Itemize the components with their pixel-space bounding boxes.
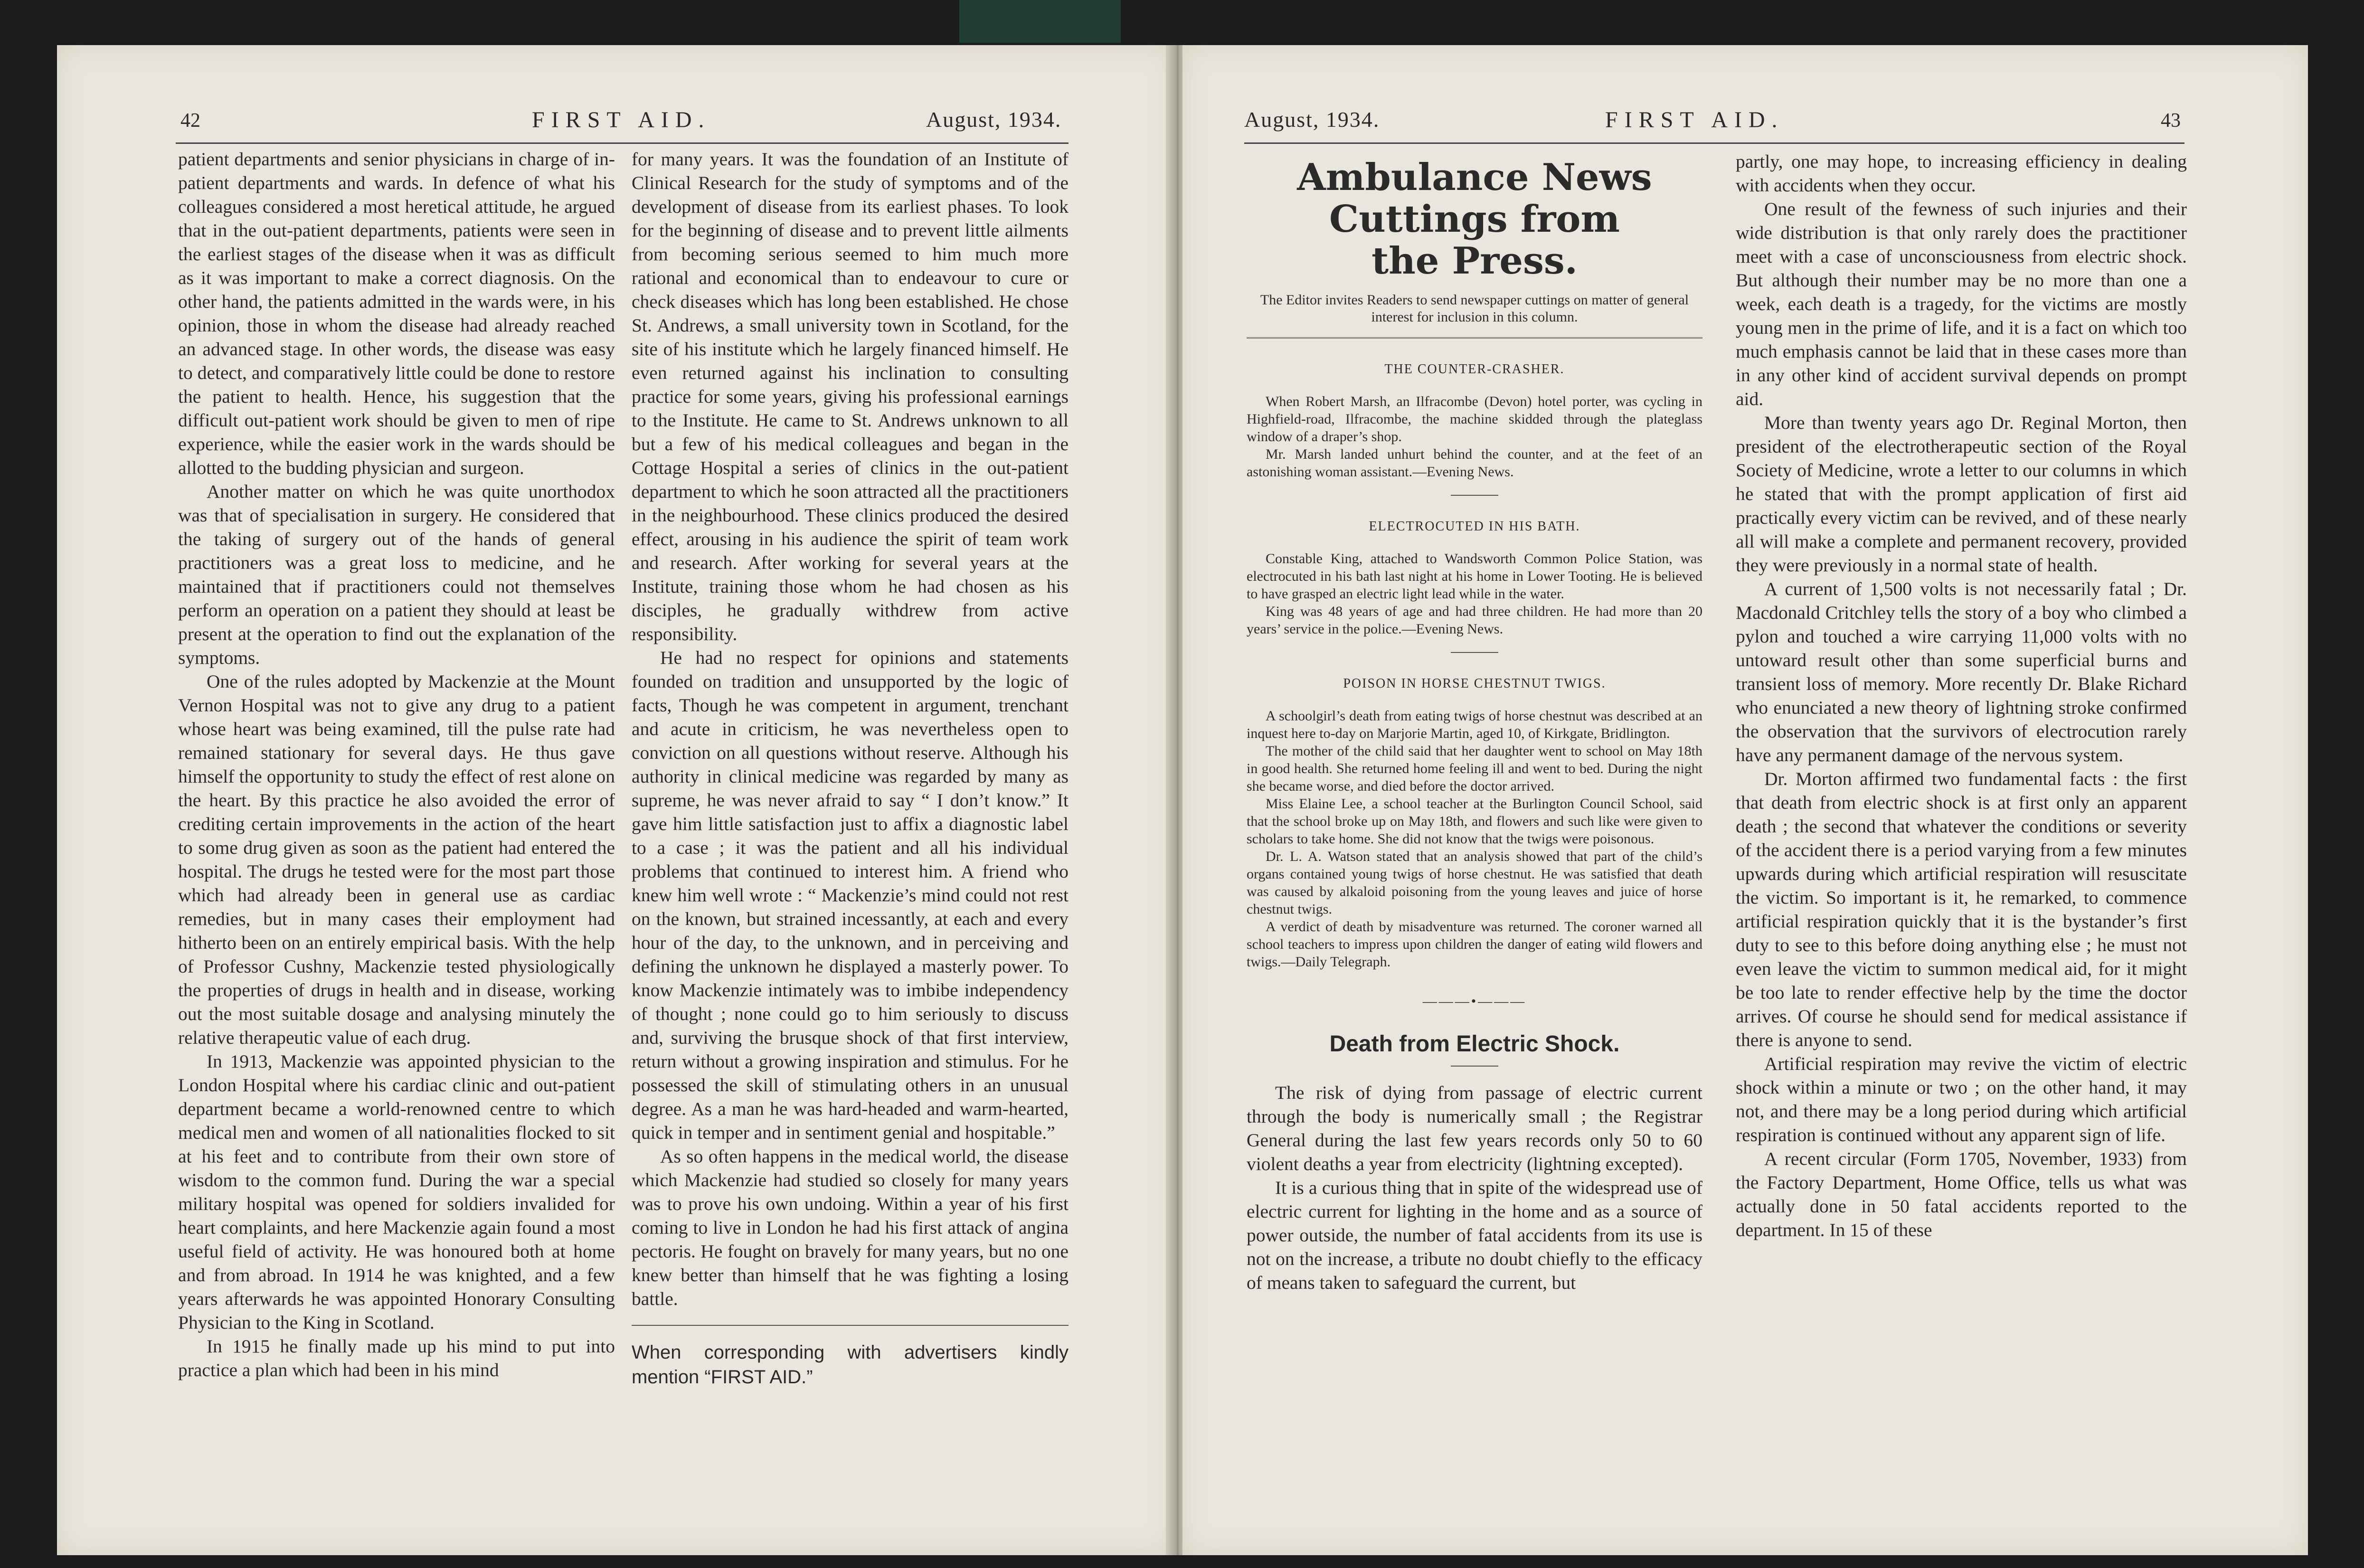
- paragraph: Dr. Morton affirmed two fundamental facts : the first that death from electric shock is at first only an apparent death ; the second that whatever the conditions or severity of the accident there is a period varying from a few minutes upwards during which artificial respiration will resuscitate the victim. So important is it, he remarked, to commence artificial respiration quickly that it is the bystander’s first duty to see to this before doing anything else ; he must not even leave the victim to summon medical aid, for it might be too late to render effective help by the time the doctor arrives. Of course he should send for medical assistance if there is anyone to send.: [1736, 768, 2187, 1050]
- separator: [1451, 495, 1498, 496]
- paragraph: As so often happens in the medical world, the disease which Mackenzie had studied so closely for many years was to prove his own undoing. Within a year of his first coming to live in London he had his first attack of angina pectoris. He fought on bravely for many years, but no one knew better than himself that he was fighting a losing battle.: [632, 1146, 1069, 1309]
- cutting-paragraph: Mr. Marsh landed unhurt behind the counter, and at the feet of an astonishing woman assistant.—Evening News.: [1247, 446, 1702, 480]
- paragraph: In 1915 he finally made up his mind to put into practice a plan which had been in his mind: [178, 1336, 615, 1380]
- paragraph: A recent circular (Form 1705, November, 1933) from the Factory Department, Home Office, tells us what was actually done in 50 fatal accidents reported to the department. In 15 of these: [1736, 1148, 2187, 1240]
- paragraph: A current of 1,500 volts is not necessarily fatal ; Dr. Macdonald Critchley tells the story of a boy who climbed a pylon and touched a wire carrying 11,000 volts with no untoward result other than some superficial burns and transient loss of memory. More recently Dr. Blake Richard who enunciated a new theory of lightning stroke confirmed the observation that the survivors of electrocution rarely have any permanent damage of the nervous system.: [1736, 578, 2187, 765]
- issue-date: August, 1934.: [926, 107, 1062, 132]
- cutting-paragraph: A schoolgirl’s death from eating twigs of horse chestnut was described at an inquest here to-day on Marjorie Martin, aged 10, of Kirkgate, Bridlington.: [1247, 708, 1702, 741]
- cutting-2: [1247, 515, 1702, 638]
- paragraph: Artificial respiration may revive the victim of electric shock within a minute or two ; on the other hand, it may not, and there may be a long period during which artificial respiration is continued without any apparent sign of life.: [1736, 1053, 2187, 1145]
- cutting-heading: THE COUNTER-CRASHER.: [1384, 362, 1565, 377]
- running-head: FIRST AID.: [532, 107, 711, 132]
- cutting-paragraph: Dr. L. A. Watson stated that an analysis showed that part of the child’s organs contained young twigs of horse chestnut. He was satisfied that death was caused by alkaloid poisoning from the young leaves and juice of horse chestnut twigs.: [1247, 849, 1702, 917]
- paragraph: partly, one may hope, to increasing efficiency in dealing with accidents when they occur.: [1736, 151, 2187, 196]
- cutting-paragraph: The mother of the child said that her daughter went to school on May 18th in good health. She returned home feeling ill and went to bed. During the night she became worse, and died before the doctor arrived.: [1247, 743, 1702, 794]
- article-title: Death from Electric Shock.: [1329, 1031, 1620, 1057]
- issue-date: August, 1934.: [1244, 107, 1380, 132]
- paragraph: It is a curious thing that in spite of the widespread use of electric current for lighting in the home and as a source of power outside, the number of fatal accidents from its use is not on the increase, a tribute no doubt chiefly to the efficacy of means taken to safeguard the current, but: [1247, 1177, 1702, 1293]
- running-head: FIRST AID.: [1605, 107, 1784, 132]
- cutting-paragraph: When Robert Marsh, an Ilfracombe (Devon) hotel porter, was cycling in Highfield-road, Ilfracombe, the machine skidded through the plateglass window of a draper’s shop.: [1247, 394, 1702, 444]
- editor-invitation: The Editor invites Readers to send newspaper cuttings on matter of general interest for inclusion in this column.: [1260, 292, 1689, 325]
- separator: [1451, 652, 1498, 653]
- cutting-paragraph: A verdict of death by misadventure was returned. The coroner warned all school teachers to impress upon children the danger of eating wild flowers and twigs.—Daily Telegraph.: [1247, 919, 1702, 970]
- column-left-1: [178, 147, 615, 1382]
- separator: [1451, 1066, 1498, 1067]
- column-right-1: [1247, 157, 1702, 1294]
- paragraph: He had no respect for opinions and statements founded on tradition and unsupported by the logic of facts, Though he was competent in argument, trenchant and acute in criticism, he was nevertheless open to conviction on all questions without reserve. Although his authority in clinical medicine was regarded by many as supreme, he was never afraid to say “ I don’t know.” It gave him little satisfaction just to affix a diagnostic label to a case ; it was the patient and all his individual problems that continued to interest him. A friend who knew him well wrote : “ Mackenzie’s mind could not rest on the known, but strained incessantly, at each and every hour of the day, to the unknown, and in perceiving and defining the unknown he displayed a masterly power. To know Mackenzie intimately was to imbibe independency of thought ; none could go to him seriously to discuss and, surviving the brusque shock of that first interview, return without a growing inspiration and stimulus. For he possessed the skill of stimulating others in an unusual degree. As a man he was hard-headed and warm-hearted, quick in temper and in sentiment genial and hospitable.”: [632, 647, 1069, 1143]
- cutting-heading: ELECTROCUTED IN HIS BATH.: [1369, 519, 1580, 534]
- right-page: [1182, 45, 2308, 1555]
- cutting-1: [1247, 358, 1702, 481]
- paragraph: patient departments and senior physicians in charge of in-patient departments and wards. In defence of what his colleagues considered a most heretical attitude, he argued that in the out-patient departments, patients were seen in the earliest stages of the disease when it was as difficult as it was important to make a correct diagnosis. On the other hand, the patients admitted in the wards were, in his opinion, those in whom the disease had already reached an advanced stage. In other words, the disease was easy to detect, and comparatively little could be done to restore the patient to health. Hence, his suggestion that the difficult out-patient work should be given to men of ripe experience, while the easier work in the wards should be allotted to the budding physician and surgeon.: [178, 149, 615, 478]
- paragraph: Another matter on which he was quite unorthodox was that of specialisation in surgery. He considered that the taking of surgery out of the hands of general practitioners was a great loss to medicine, and he maintained that if practitioners could not themselves perform an operation on a patient they should at least be present at the operation to find out the explanation of the symptoms.: [178, 481, 615, 668]
- cutting-heading: POISON IN HORSE CHESTNUT TWIGS.: [1343, 676, 1606, 691]
- paragraph: One of the rules adopted by Mackenzie at the Mount Vernon Hospital was not to give any drug to a patient whose heart was being examined, till the pulse rate had remained stationary for several days. He thus gave himself the opportunity to study the effect of rest alone on the heart. By this practice he also avoided the error of crediting certain improvements in the action of the heart to some drug given as soon as the patient had entered the hospital. The drugs he tested were for the most part those which had already been in general use as cardiac remedies, but in many cases their employment had hitherto been on an entirely empirical basis. With the help of Professor Cushny, Mackenzie tested physiologically the properties of drugs in health and in disease, working out the most suitable dosage and analysing minutely the relative therapeutic value of each drug.: [178, 671, 615, 1048]
- title-line: Ambulance News Cuttings from: [1297, 156, 1652, 241]
- advertiser-notice: When corresponding with advertisers kindly mention “FIRST AID.”: [632, 1342, 1069, 1388]
- left-page: [57, 45, 1173, 1555]
- cutting-paragraph: King was 48 years of age and had three children. He had more than 20 years’ service in the police.—Evening News.: [1247, 604, 1702, 637]
- header-rule: [1244, 142, 2184, 144]
- section-title: [1247, 157, 1702, 282]
- page-number: 43: [2161, 110, 2181, 132]
- paragraph: The risk of dying from passage of electric current through the body is numerically small ; the Registrar General during the last few years records only 50 to 60 violent deaths a year from electricity (lightning excepted).: [1247, 1082, 1702, 1174]
- cutting-3: [1247, 672, 1702, 971]
- paragraph: One result of the fewness of such injuries and their wide distribution is that only rarely does the practitioner meet with a case of unconsciousness from electric shock. But although their number may be no more than one a week, each death is a tragedy, for the victims are mostly young men in the prime of life, and it is a fact on which too much emphasis cannot be laid that in these cases more than in any other kind of accident survival depends on prompt aid.: [1736, 198, 2187, 409]
- page-number: 42: [180, 110, 200, 132]
- binding-cover: [959, 0, 1121, 43]
- cutting-paragraph: Constable King, attached to Wandsworth Common Police Station, was electrocuted in his bath last night at his home in Lower Tooting. He is believed to have grasped an electric light lead while in the water.: [1247, 551, 1702, 602]
- column-left-2: [632, 147, 1069, 1389]
- paragraph: More than twenty years ago Dr. Reginal Morton, then president of the electrotherapeutic section of the Royal Society of Medicine, wrote a letter to our columns in which he stated that with the prompt application of first aid practically every victim can be revived, and of these nearly all will make a complete and permanent recovery, provided they were previously in a normal state of health.: [1736, 412, 2187, 576]
- paragraph: In 1913, Mackenzie was appointed physician to the London Hospital where his cardiac clinic and out-patient department became a world-renowned centre to which medical men and women of all nationalities flocked to sit at his feet and to contribute from their own store of wisdom to the common fund. During the war a special military hospital was opened for soldiers invalided for heart complaints, and here Mackenzie again found a most useful field of activity. He was honoured both at home and from abroad. In 1914 he was knighted, and a few years afterwards he was appointed Honorary Consulting Physician to the King in Scotland.: [178, 1051, 615, 1333]
- paragraph: for many years. It was the foundation of an Institute of Clinical Research for the study of symptoms and of the development of disease from its earliest phases. To look for the beginning of disease and to prevent little ailments from becoming serious seemed to him much more rational and economical than to endeavour to cure or check diseases which has long been established. He chose St. Andrews, a small university town in Scotland, for the site of his institute which he largely financed himself. He even returned against his inclination to consulting practice for some years, giving his professional earnings to the Institute. He came to St. Andrews unknown to all but a few of his medical colleagues and began in the Cottage Hospital a series of clinics in the out-patient department to which he soon attracted all the practitioners in the neighbourhood. These clinics produced the desired effect, arousing in his audience the spirit of team work and research. After working for several years at the Institute, training those whom he had chosen as his disciples, he gradually withdrew from active responsibility.: [632, 149, 1069, 644]
- double-rule: [1247, 337, 1702, 339]
- cutting-paragraph: Miss Elaine Lee, a school teacher at the Burlington Council School, said that the school broke up on May 18th, and flowers and such like were given to scholars to take home. She did not know that the twigs were poisonous.: [1247, 796, 1702, 847]
- notice-rule: [632, 1325, 1069, 1326]
- header-rule: [176, 142, 1069, 144]
- ornament-divider: ———•———: [1422, 993, 1527, 1009]
- title-line: the Press.: [1371, 239, 1578, 283]
- column-right-2: [1736, 150, 2187, 1242]
